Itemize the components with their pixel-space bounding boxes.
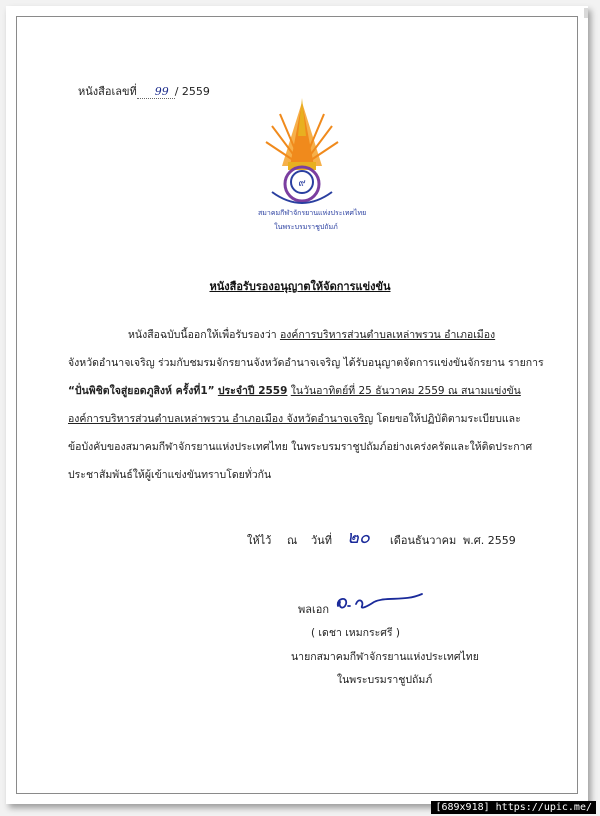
body-line-3 [68,382,521,399]
body-line-6: ประชาสัมพันธ์ให้ผู้เข้าแข่งขันทราบโดยทั่วกัน [68,469,272,481]
event-venue: องค์การบริหารส่วนตำบลเหล่าพรวน อำเภอเมือง จังหวัดอำนาจเจริญ [68,413,374,425]
handwritten-signature-icon [334,588,430,618]
body-line-1-organization: องค์การบริหารส่วนตำบลเหล่าพรวน อำเภอเมือง [279,329,496,341]
event-name: “ปั่นพิชิตใจสู่ยอดภูสิงห์ ครั้งที่1” [68,385,215,397]
document-number-label: หนังสือเลขที่ [78,85,137,98]
body-line-2: จังหวัดอำนาจเจริญ ร่วมกับชมรมจักรยานจังหวัดอำนาจเจริญ ได้รับอนุญาตจัดการแข่งขันจักรยาน รายการ [68,357,544,369]
body-line-1-intro: หนังสือฉบับนี้ออกให้เพื่อรับรองว่า [128,329,277,341]
document-heading: หนังสือรับรองอนุญาตให้จัดการแข่งขัน [209,280,391,293]
logo-caption-association: สมาคมกีฬาจักรยานแห่งประเทศไทย [258,209,367,217]
given-year: พ.ศ. 2559 [463,534,516,547]
document-number-value: 99 [137,85,175,99]
given-day-label: วันที่ [311,534,332,547]
body-line-1 [128,326,495,343]
logo-caption-patronage: ในพระบรมราชูปถัมภ์ [274,223,338,231]
given-at-label: ณ [287,534,298,547]
event-year: ประจำปี 2559 [217,385,288,397]
document-number-year: / 2559 [174,85,210,98]
page-corner-mark [584,8,588,18]
signatory-name: ( เดชา เหมกระศรี ) [311,627,401,639]
body-line-5: ข้อบังคับของสมาคมกีฬาจักรยานแห่งประเทศไทย ในพระบรมราชูปถัมภ์อย่างเคร่งครัดและให้ติดประกาศ [68,441,533,453]
signatory-position: นายกสมาคมกีฬาจักรยานแห่งประเทศไทย [291,651,479,663]
signatory-rank: พลเอก [298,603,330,616]
given-day-handwritten: ๒๐ [347,527,370,548]
given-label: ให้ไว้ [247,534,272,547]
signatory-patronage: ในพระบรมราชูปถัมภ์ [337,674,433,686]
image-host-watermark: [689x918] https://upic.me/ [431,801,596,814]
svg-text:๙: ๙ [298,178,306,189]
body-line-4-rest: โดยขอให้ปฏิบัติตามระเบียบและ [376,413,521,425]
given-month: เดือนธันวาคม [390,534,457,547]
event-date: ในวันอาทิตย์ที่ 25 ธันวาคม 2559 ณ สนามแข่งขัน [290,385,521,397]
document-number [78,82,210,100]
body-line-4 [68,410,521,427]
